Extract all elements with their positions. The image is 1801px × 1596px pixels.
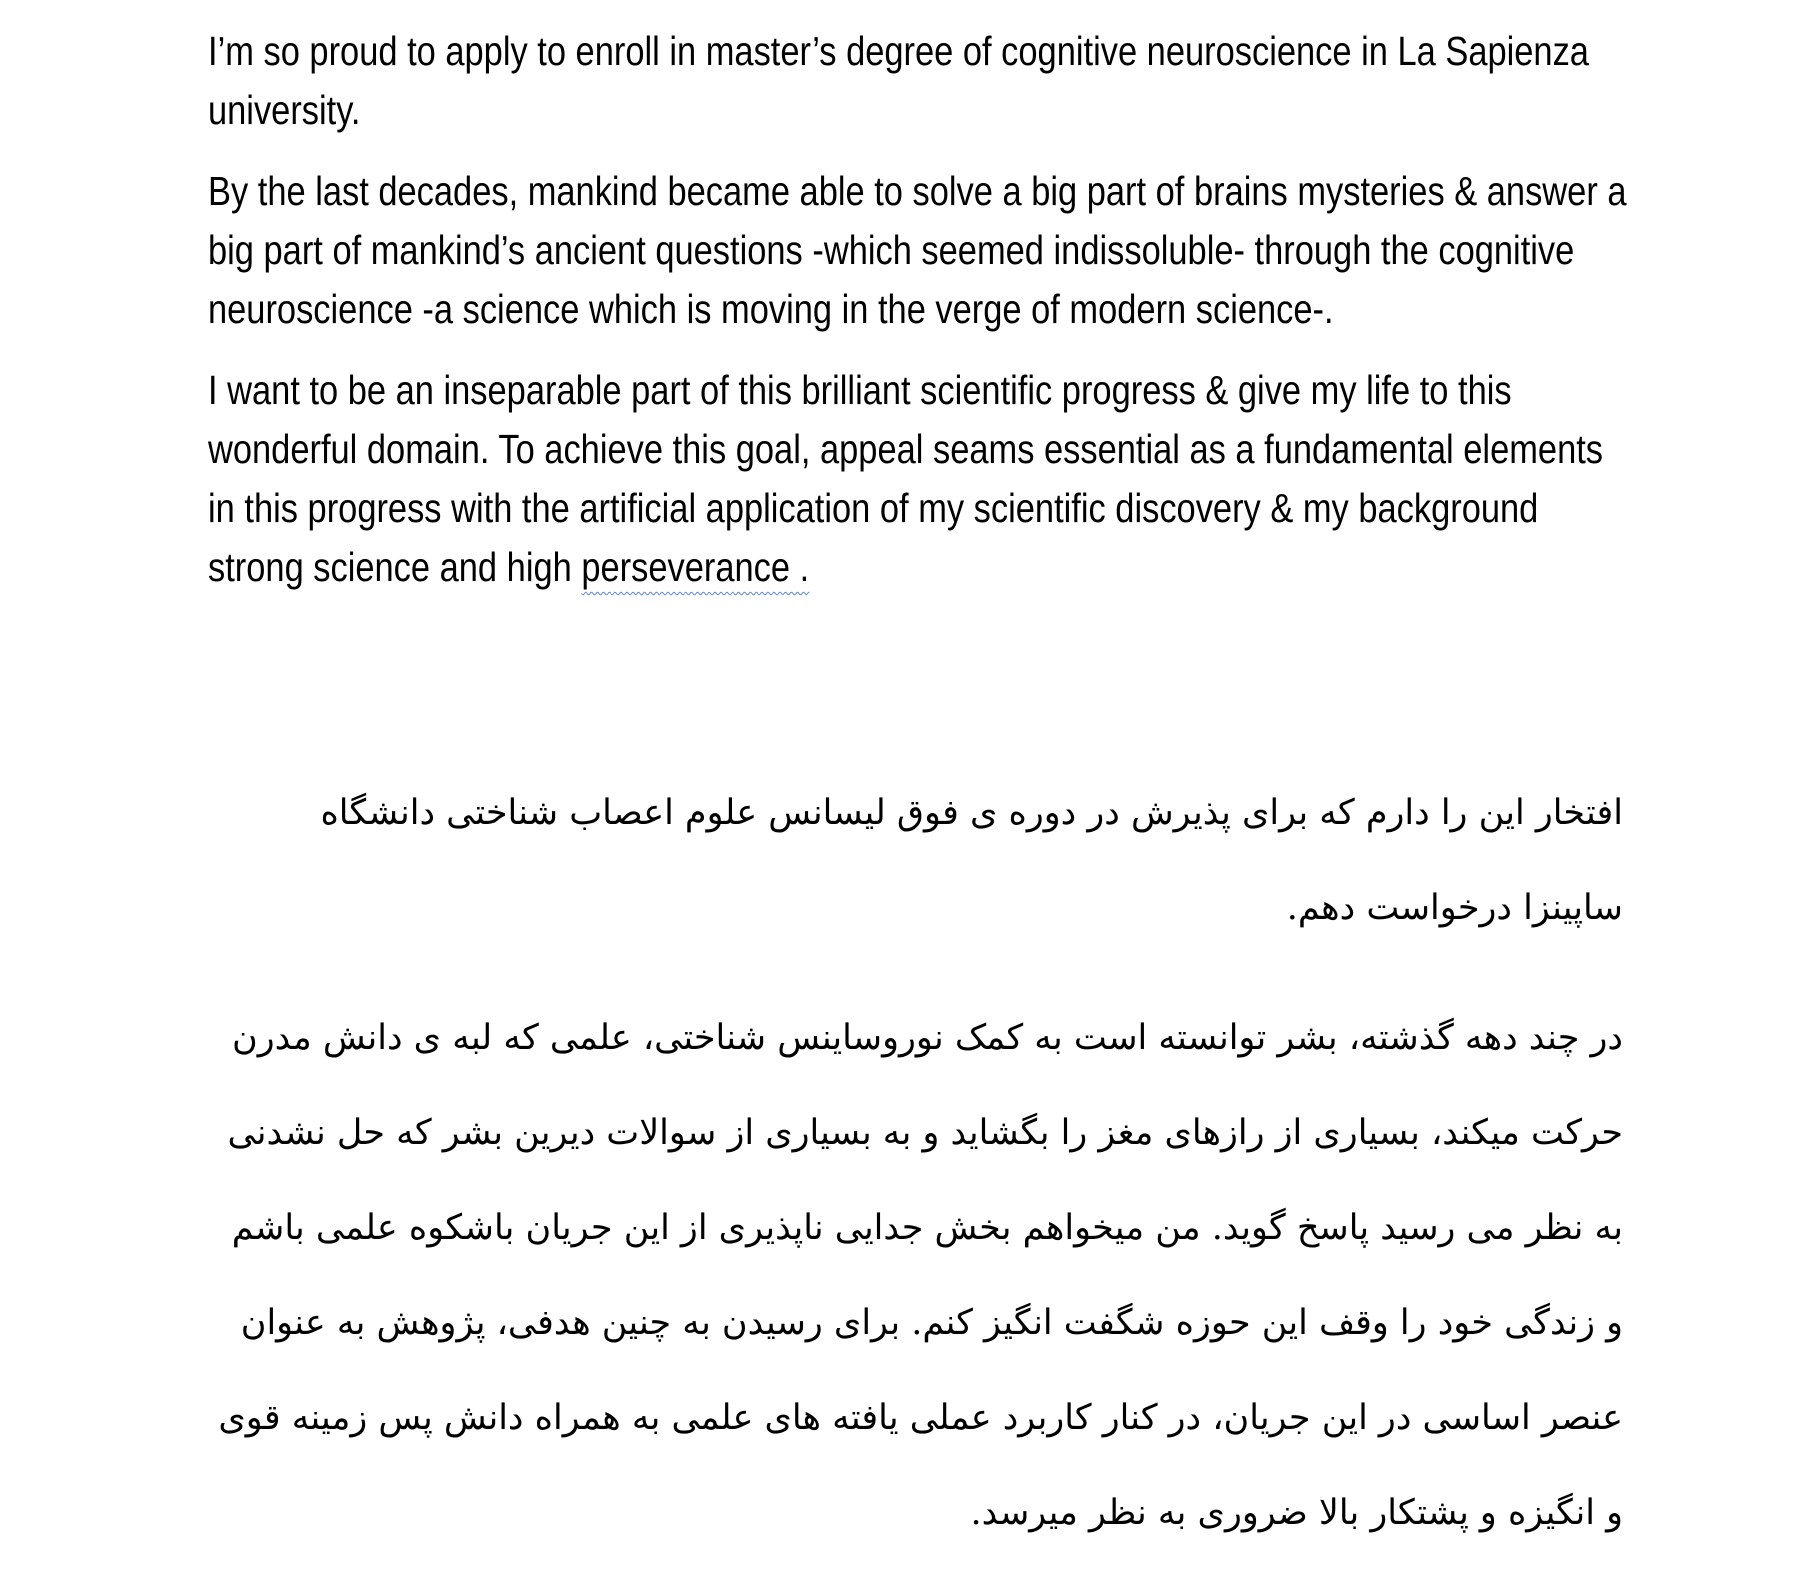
spellcheck-flagged-word[interactable]: perseverance . [581,544,810,590]
english-section [208,22,1628,619]
english-paragraph-3 [208,361,1628,597]
english-paragraph-1: I’m so proud to apply to enroll in master’s degree of cognitive neuroscience in La Sapienza university. [208,28,1589,133]
persian-paragraph-1: افتخار این را دارم که برای پذیرش در دوره ی فوق لیسانس علوم اعصاب شناختی دانشگاه ساپینزا درخواست دهم. [320,793,1623,928]
english-paragraph-2: By the last decades, mankind became able to solve a big part of brains mysteries & answer a big part of mankind’s ancient questions -which seemed indissoluble- through the cognitive neuroscience -a science which is moving in the verge of modern science-. [208,168,1627,332]
english-paragraph-3-text: I want to be an inseparable part of this brilliant scientific progress & give my life to this wonderful domain. To achieve this goal, appeal seams essential as a fundamental elements in this progress with the artificial application of my scientific discovery & my background strong science and high [208,367,1604,590]
persian-paragraph-2: در چند دهه گذشته، بشر توانسته است به کمک نوروساینس شناختی، علمی که لبه ی دانش مدرن حرکت میکند، بسیاری از رازهای مغز را بگشاید و به بسیاری از سوالات دیرین بشر که حل نشدنی به نظر می رسید پاسخ گوید. من میخواهم بخش جدایی ناپذیری از این جریان باشکوه علمی باشم و زندگی خود را وقف این حوزه شگفت انگیز کنم. برای رسیدن به چنین هدفی، پژوهش به عنوان عنصر اساسی در این جریان، در کنار کاربرد عملی یافته های علمی به همراه دانش پس زمینه قوی و انگیزه و پشتکار بالا ضروری به نظر میرسد. [218,1018,1623,1533]
persian-section [215,766,1623,1596]
